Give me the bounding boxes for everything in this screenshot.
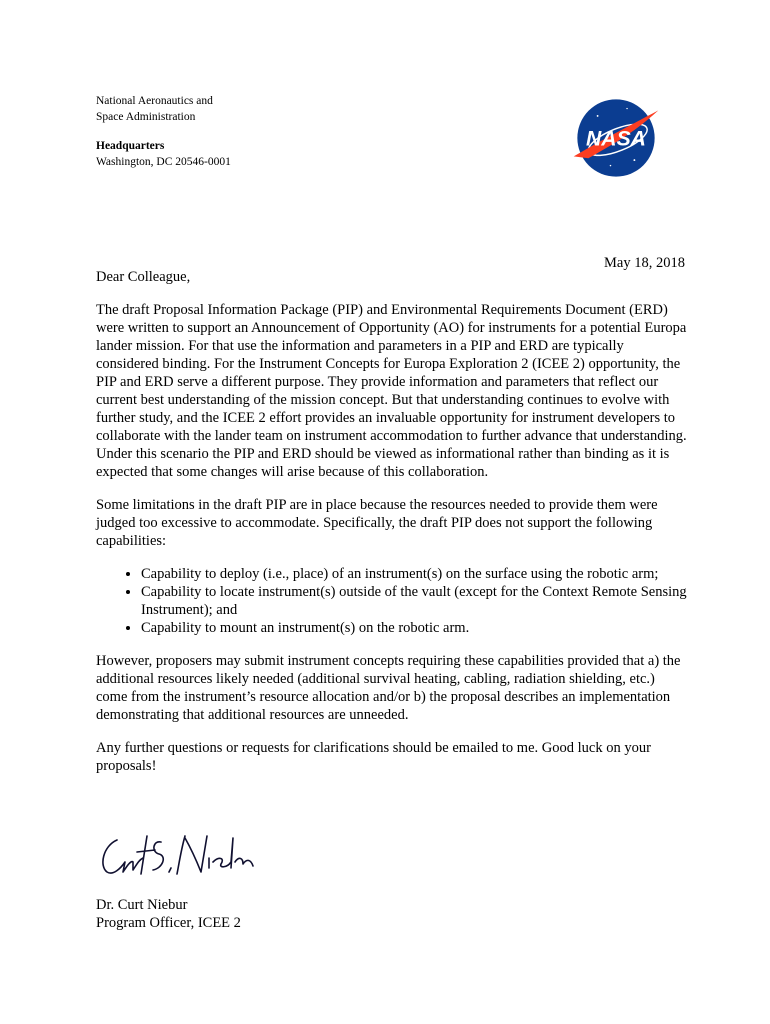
paragraph-intro: The draft Proposal Information Package (PIP) and Environmental Requirements Document (ERD) were written to support an Announcement of Opportunity (AO) for instruments for a potential Europa lander mission. For that use the information and parameters in a PIP and ERD are typically considered binding. For the Instrument Concepts for Europa Exploration 2 (ICEE 2) opportunity, the PIP and ERD serve a different purpose. They provide information and parameters that reflect our current best understanding of the mission concept. But that understanding continues to evolve with further study, and the ICEE 2 effort provides an invaluable opportunity for instrument developers to collaborate with the lander team on instrument accommodation to further advance that understanding. Under this scenario the PIP and ERD should be viewed as informational rather than binding as it is expected that some changes will arise because of this collaboration. bbox=[96, 302, 687, 480]
signer-title: Program Officer, ICEE 2 bbox=[96, 915, 241, 931]
list-item: • Capability to locate instrument(s) outside of the vault (except for the Context Remote Sensing Instrument); and bbox=[141, 583, 688, 619]
list-item: • Capability to mount an instrument(s) on the robotic arm. bbox=[141, 619, 688, 637]
handwritten-signature bbox=[93, 828, 265, 886]
agency-name-line2: Space Administration bbox=[96, 111, 196, 123]
list-item: • Capability to deploy (i.e., place) of an instrument(s) on the surface using the robotic arm; bbox=[141, 565, 688, 583]
letterhead bbox=[96, 93, 231, 170]
nasa-logo bbox=[570, 92, 662, 184]
signer-name: Dr. Curt Niebur bbox=[96, 897, 188, 913]
paragraph-questions: Any further questions or requests for clarifications should be emailed to me. Good luck on your proposals! bbox=[96, 740, 651, 774]
office-name: Headquarters bbox=[96, 140, 165, 152]
letter-date: May 18, 2018 bbox=[604, 255, 685, 271]
signature-block bbox=[96, 896, 241, 932]
paragraph-limitations: Some limitations in the draft PIP are in place because the resources needed to provide them were judged too excessive to accommodate. Specifically, the draft PIP does not support the following capabilities: bbox=[96, 497, 658, 549]
capabilities-list bbox=[96, 565, 688, 637]
paragraph-proposers: However, proposers may submit instrument concepts requiring these capabilities provided that a) the additional resources likely needed (additional survival heating, cabling, radiation shielding, etc.) come from the instrument’s resource allocation and/or b) the proposal describes an implementation demonstrating that additional resources are unneeded. bbox=[96, 653, 681, 723]
agency-name-line1: National Aeronautics and bbox=[96, 95, 213, 107]
nasa-logo-text: NASA bbox=[586, 127, 646, 151]
salutation: Dear Colleague, bbox=[96, 269, 191, 285]
office-address: Washington, DC 20546-0001 bbox=[96, 156, 231, 168]
letter-body bbox=[96, 268, 688, 790]
